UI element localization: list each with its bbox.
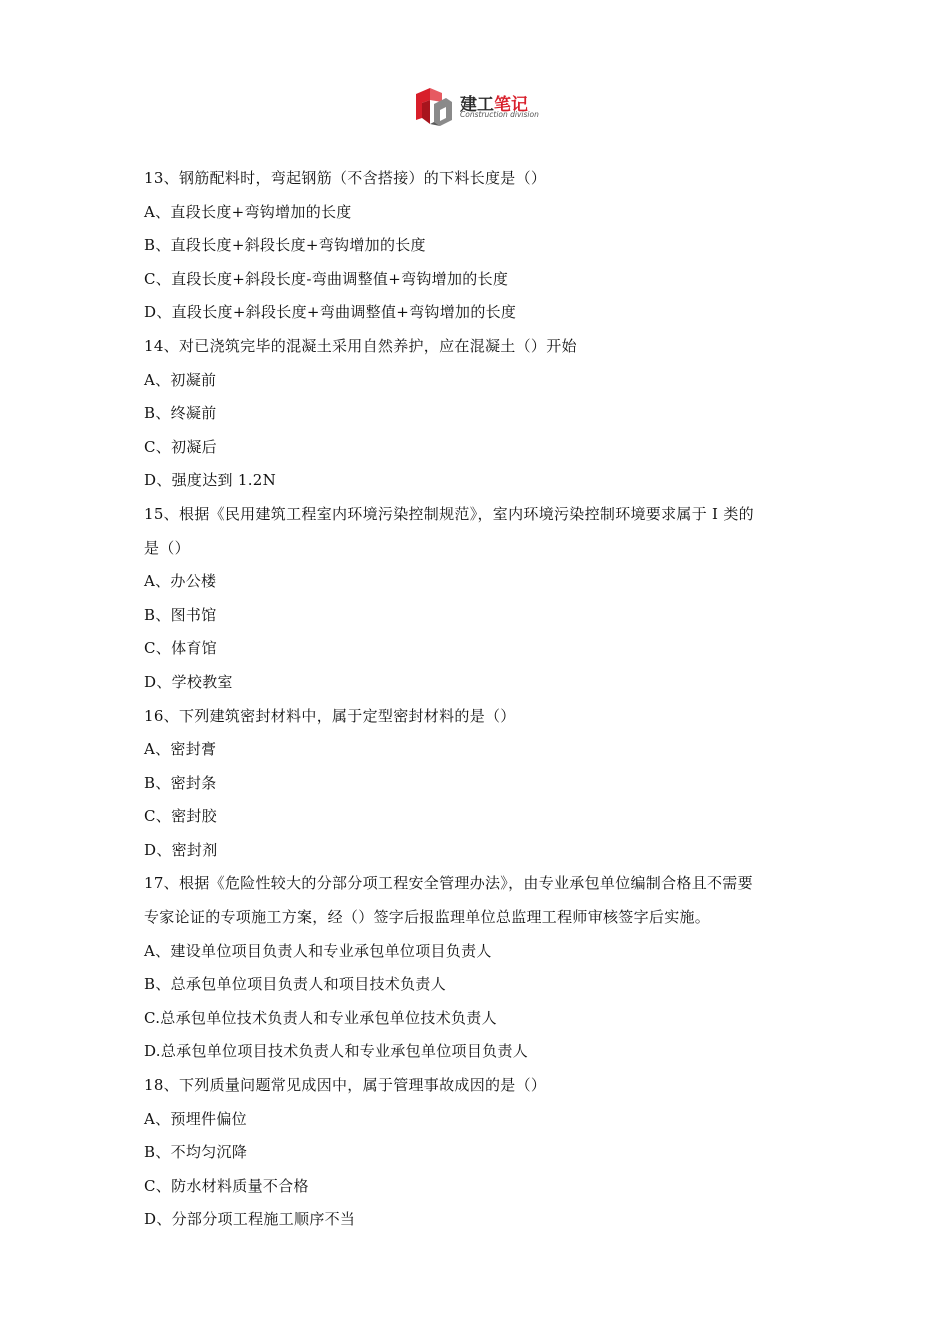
q14-option-b: B、终凝前 bbox=[144, 404, 217, 423]
question-15: 15、根据《民用建筑工程室内环境污染控制规范》，室内环境污染控制环境要求属于 I 类的 bbox=[144, 504, 754, 523]
question-17-cont: 专家论证的专项施工方案，经（）签字后报监理单位总监理工程师审核签字后实施。 bbox=[144, 908, 711, 927]
logo-text-accent: 笔记 bbox=[494, 95, 528, 115]
q18-option-c: C、防水材料质量不合格 bbox=[144, 1176, 309, 1195]
logo-text-main: 建工 bbox=[460, 95, 494, 115]
logo-subtitle: Construction division bbox=[460, 110, 539, 119]
q13-option-c: C、直段长度+斜段长度-弯曲调整值+弯钩增加的长度 bbox=[144, 269, 509, 288]
q15-option-c: C、体育馆 bbox=[144, 639, 217, 658]
question-15-cont: 是（） bbox=[144, 538, 190, 557]
q13-option-a: A、直段长度+弯钩增加的长度 bbox=[144, 202, 352, 221]
q13-option-b: B、直段长度+斜段长度+弯钩增加的长度 bbox=[144, 236, 426, 255]
q17-option-b: B、总承包单位项目负责人和项目技术负责人 bbox=[144, 975, 447, 994]
question-13: 13、钢筋配料时，弯起钢筋（不含搭接）的下料长度是（） bbox=[144, 169, 547, 187]
question-18: 18、下列质量问题常见成因中，属于管理事故成因的是（） bbox=[144, 1076, 547, 1095]
q16-option-b: B、密封条 bbox=[144, 773, 217, 792]
q16-option-a: A、密封膏 bbox=[144, 740, 217, 759]
brand-logo bbox=[412, 84, 548, 130]
q16-option-c: C、密封胶 bbox=[144, 807, 217, 826]
q17-option-a: A、建设单位项目负责人和专业承包单位项目负责人 bbox=[144, 941, 492, 960]
q14-option-a: A、初凝前 bbox=[144, 370, 217, 389]
q18-option-b: B、不均匀沉降 bbox=[144, 1143, 248, 1162]
q13-option-d: D、直段长度+斜段长度+弯曲调整值+弯钩增加的长度 bbox=[144, 303, 517, 322]
q18-option-a: A、预埋件偏位 bbox=[144, 1109, 247, 1128]
q15-option-d: D、学校教室 bbox=[144, 672, 233, 691]
q18-option-d: D、分部分项工程施工顺序不当 bbox=[144, 1210, 356, 1229]
question-17: 17、根据《危险性较大的分部分项工程安全管理办法》，由专业承包单位编制合格且不需要 bbox=[144, 874, 753, 893]
q14-option-c: C、初凝后 bbox=[144, 437, 217, 456]
q17-option-c: C.总承包单位技术负责人和专业承包单位技术负责人 bbox=[144, 1008, 497, 1027]
question-14: 14、对已浇筑完毕的混凝土采用自然养护，应在混凝土（）开始 bbox=[144, 336, 577, 355]
q17-option-d: D.总承包单位项目技术负责人和专业承包单位项目负责人 bbox=[144, 1042, 529, 1061]
question-list bbox=[144, 162, 814, 1237]
q14-option-d: D、强度达到 1.2N bbox=[144, 471, 277, 490]
question-16: 16、下列建筑密封材料中，属于定型密封材料的是（） bbox=[144, 706, 516, 725]
q15-option-b: B、图书馆 bbox=[144, 605, 217, 624]
q16-option-d: D、密封剂 bbox=[144, 840, 218, 859]
logo-mark-icon bbox=[412, 84, 456, 130]
q15-option-a: A、办公楼 bbox=[144, 572, 217, 591]
